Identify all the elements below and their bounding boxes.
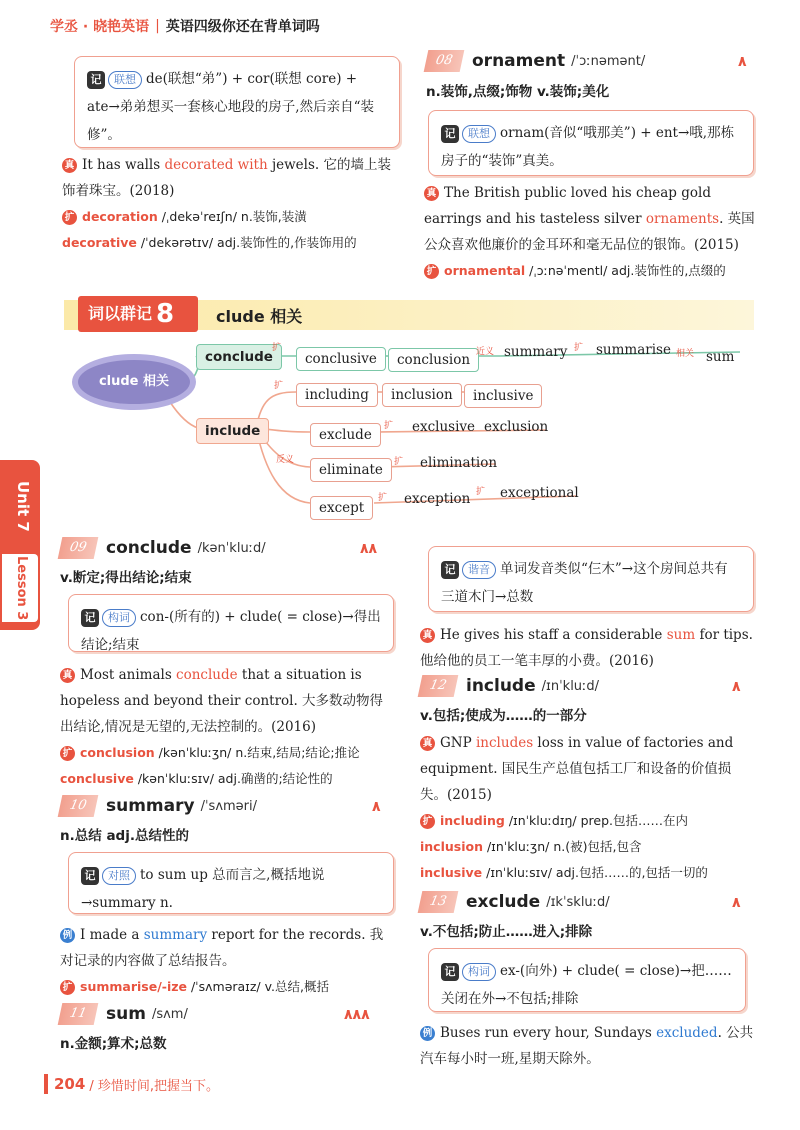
example-highlight: includes (475, 735, 534, 751)
ext-word: inclusion (420, 839, 483, 854)
mindmap-label-kuo: 扩 (272, 343, 282, 353)
memory-badge (441, 963, 496, 981)
zhen-icon: 真 (420, 628, 435, 643)
footer-bar (44, 1074, 48, 1094)
mindmap-node: exclude (310, 423, 381, 447)
example-highlight: ornaments (645, 211, 720, 227)
memory-text: to sum up 总而言之,概括地说→summary n. (81, 867, 325, 911)
word-pos: n.装饰,点缀;饰物 v.装饰;美化 (426, 84, 610, 100)
memory-badge (441, 561, 496, 579)
word-ipa: /ɪkˈskluːd/ (546, 894, 610, 910)
page-header (50, 14, 320, 38)
mindmap-node: exclusion (484, 419, 549, 435)
conclude-memory-box (68, 594, 394, 652)
ext-def: /kənˈkluːsɪv/ adj.确凿的;结论性的 (133, 771, 333, 786)
memory-tag: 联想 (108, 71, 142, 89)
memory-badge (81, 609, 136, 627)
header-separator: | (155, 18, 160, 34)
page-footer (44, 1074, 219, 1094)
exclude-memory-box (428, 948, 746, 1012)
ji-icon: 记 (441, 963, 459, 981)
word-header-ornament (426, 47, 645, 75)
ext-word: decoration (82, 209, 158, 224)
mindmap-node: summarise (596, 342, 671, 358)
word-number: 13 (418, 891, 459, 913)
mindmap-node: exception (404, 491, 471, 507)
word-title: summary (106, 796, 195, 816)
ornament-extension (424, 258, 764, 284)
ornament-memory-box (428, 110, 754, 176)
mindmap-label-kuo: 扩 (574, 343, 584, 353)
mindmap-node: inclusion (382, 383, 462, 407)
ext-def: /ˌdekəˈreɪʃn/ n.装饰,装潢 (157, 209, 307, 224)
example-text-pre: I made a (80, 927, 144, 943)
word-header-summary (60, 792, 257, 820)
word-header-include (420, 672, 599, 700)
example-highlight: decorated with (164, 157, 268, 173)
ornament-example (424, 180, 758, 258)
word-header-sum (60, 1000, 188, 1028)
mindmap-node: exclusive (412, 419, 476, 435)
ext-def: /ˈdekərətɪv/ adj.装饰性的,作装饰用的 (136, 235, 357, 250)
frequency-icon: ٨ (732, 895, 741, 911)
zhen-icon: 真 (420, 736, 435, 751)
mindmap-root: clude 相关 (78, 360, 190, 404)
example-highlight: excluded (656, 1025, 718, 1041)
zhen-icon: 真 (60, 668, 75, 683)
mindmap-label-kuo: 扩 (378, 493, 388, 503)
group-number: 8 (156, 299, 175, 329)
frequency-icon: ٨ (372, 799, 381, 815)
word-pos: v.包括;使成为……的一部分 (420, 708, 587, 724)
mindmap-node: summary (504, 344, 568, 360)
mindmap-node: conclusive (296, 347, 386, 371)
word-pos: v.不包括;防止……进入;排除 (420, 924, 593, 940)
example-text-pre: It has walls (82, 157, 165, 173)
mindmap-node: eliminate (310, 458, 392, 482)
mindmap-label-kuo: 扩 (394, 457, 404, 467)
exclude-example (420, 1020, 756, 1072)
mindmap-node: exceptional (500, 485, 579, 501)
example-text-pre: Buses run every hour, Sundays (440, 1025, 657, 1041)
summary-memory-box (68, 852, 394, 914)
frequency-icon: ٨ (732, 679, 741, 695)
ext-word: conclusion (80, 745, 155, 760)
word-number: 11 (58, 1003, 99, 1025)
ext-word: conclusive (60, 771, 134, 786)
word-header-conclude (60, 534, 266, 562)
ji-icon: 记 (87, 71, 105, 89)
word-header-exclude (420, 888, 610, 916)
decorate-memory-box (74, 56, 400, 148)
memory-text: ex-(向外) + clude( = close)→把……关闭在外→不包括;排除 (441, 963, 732, 1007)
memory-text: con-(所有的) + clude( = close)→得出结论;结束 (81, 609, 381, 653)
memory-text: de(联想“弟”) + cor(联想 core) + ate→弟弟想买一套核心地段的房子,然后亲自“装修”。 (87, 71, 374, 143)
footer-slogan: / 珍惜时间,把握当下。 (89, 1078, 219, 1094)
mindmap-label-kuo: 扩 (274, 381, 284, 391)
example-text-post: report for the records. 我对记录的内容做了总结报告。 (60, 927, 384, 969)
book-title: 英语四级你还在背单词吗 (165, 19, 320, 35)
memory-text: 单词发音类似“仨木”→这个房间总共有三道木门→总数 (441, 561, 728, 605)
include-example (420, 730, 754, 808)
word-ipa: /sʌm/ (151, 1006, 188, 1022)
include-extension (420, 808, 760, 886)
example-highlight: sum (666, 627, 696, 643)
frequency-icon: ٨٨ (360, 541, 378, 557)
kuo-icon: 扩 (420, 814, 435, 829)
kuo-icon: 扩 (60, 980, 75, 995)
kuo-icon: 扩 (60, 746, 75, 761)
mindmap-include: include (196, 418, 269, 444)
unit-label: Unit 7 (14, 480, 32, 532)
example-text-post: . 英国公众喜欢他廉价的金耳环和毫无品位的银饰。(2015) (424, 211, 755, 253)
ext-word: ornamental (444, 263, 526, 278)
mindmap-node: except (310, 496, 373, 520)
memory-badge (87, 71, 142, 89)
decorate-extension (62, 204, 402, 256)
word-title: sum (106, 1004, 146, 1024)
word-number: 10 (58, 795, 99, 817)
memory-tag: 谐音 (462, 561, 496, 579)
unit-side-tab (0, 460, 40, 630)
ji-icon: 记 (441, 561, 459, 579)
frequency-icon: ٨ (738, 54, 747, 70)
li-icon: 例 (60, 928, 75, 943)
word-ipa: /ɪnˈkluːd/ (541, 678, 600, 694)
memory-tag: 对照 (102, 867, 136, 885)
ext-def: /ɪnˈkluːʒn/ n.(被)包括,包含 (483, 839, 642, 854)
example-highlight: summary (143, 927, 208, 943)
example-text-post: for tips. 他给他的员工一笔丰厚的小费。(2016) (420, 627, 753, 669)
zhen-icon: 真 (62, 158, 77, 173)
conclude-extension (60, 740, 400, 792)
memory-badge (81, 867, 136, 885)
memory-badge (441, 125, 496, 143)
frequency-icon: ٨٨٨ (344, 1007, 370, 1023)
page-number: 204 (54, 1075, 86, 1093)
ext-def: /ˈsʌməraɪz/ v.总结,概括 (186, 979, 329, 994)
example-text-post: that a situation is hopeless and beyond their control. 大多数动物得出结论,情况是无望的,无法控制的。(2016) (60, 667, 384, 735)
li-icon: 例 (420, 1026, 435, 1041)
word-ipa: /ˈsʌməri/ (200, 798, 258, 814)
word-group-banner (64, 300, 754, 330)
example-text-post: loss in value of factories and equipment. 国民生产总值包括工厂和设备的价值损失。(2015) (420, 735, 734, 803)
group-title: clude 相关 (216, 307, 303, 326)
word-pos: n.总结 adj.总结性的 (60, 828, 189, 844)
kuo-icon: 扩 (424, 264, 439, 279)
conclude-example (60, 662, 396, 740)
word-pos: v.断定;得出结论;结束 (60, 570, 192, 586)
mindmap-node: conclusion (388, 348, 479, 372)
ext-def: /kənˈkluːʒn/ n.结束,结局;结论;推论 (154, 745, 360, 760)
example-text-pre: Most animals (80, 667, 177, 683)
ext-def: /ɪnˈkluːsɪv/ adj.包括……的,包括一切的 (482, 865, 708, 880)
word-number: 08 (424, 50, 465, 72)
sum-memory-box (428, 546, 754, 612)
example-text-pre: GNP (440, 735, 476, 751)
sum-example (420, 622, 756, 674)
ext-word: decorative (62, 235, 137, 250)
word-title: conclude (106, 538, 192, 558)
mindmap-label-fanyi: 反义 (276, 455, 295, 465)
mindmap-label-xiangguan: 相关 (676, 349, 695, 359)
mindmap-label-jinyi: 近义 (476, 347, 495, 357)
ext-def: /ˌɔːnəˈmentl/ adj.装饰性的,点缀的 (525, 263, 726, 278)
group-tag (78, 296, 198, 332)
word-ipa: /kənˈkluːd/ (197, 540, 266, 556)
memory-tag: 联想 (462, 125, 496, 143)
mindmap-node: inclusive (464, 384, 542, 408)
example-text-post: jewels. 它的墙上装饰着珠宝。(2018) (62, 157, 391, 199)
mindmap-label-kuo: 扩 (384, 421, 394, 431)
memory-text: ornam(音似“哦那美”) + ent→哦,那栋房子的“装饰”真美。 (441, 125, 735, 169)
ext-word: including (440, 813, 505, 828)
word-title: include (466, 676, 536, 696)
word-number: 12 (418, 675, 459, 697)
kuo-icon: 扩 (62, 210, 77, 225)
example-text-pre: He gives his staff a considerable (440, 627, 667, 643)
word-pos: n.金额;算术;总数 (60, 1036, 167, 1052)
mindmap-conclude: conclude (196, 344, 282, 370)
word-title: ornament (472, 51, 566, 71)
ji-icon: 记 (81, 609, 99, 627)
memory-tag: 构词 (462, 963, 496, 981)
mindmap-node: including (296, 383, 378, 407)
example-text-post: . 公共汽车每小时一班,星期天除外。 (420, 1025, 754, 1067)
zhen-icon: 真 (424, 186, 439, 201)
example-highlight: conclude (176, 667, 238, 683)
decorate-example (62, 152, 400, 204)
ext-word: inclusive (420, 865, 483, 880)
mindmap-node: elimination (420, 455, 498, 471)
ji-icon: 记 (441, 125, 459, 143)
mindmap-node: sum (706, 349, 735, 365)
memory-tag: 构词 (102, 609, 136, 627)
example-text-pre: The British public loved his cheap gold earrings and his tasteless silver (424, 185, 711, 227)
word-number: 09 (58, 537, 99, 559)
summary-extension (60, 974, 400, 1000)
ext-word: summarise/-ize (80, 979, 187, 994)
brand-name: 学丞 · 晓艳英语 (50, 19, 150, 35)
summary-example (60, 922, 396, 974)
word-ipa: /ˈɔːnəmənt/ (571, 53, 646, 69)
group-tag-text: 词以群记 (88, 304, 153, 323)
mindmap-label-kuo: 扩 (476, 487, 486, 497)
ji-icon: 记 (81, 867, 99, 885)
ext-def: /ɪnˈkluːdɪŋ/ prep.包括……在内 (504, 813, 688, 828)
word-title: exclude (466, 892, 541, 912)
lesson-label: Lesson 3 (2, 552, 40, 624)
